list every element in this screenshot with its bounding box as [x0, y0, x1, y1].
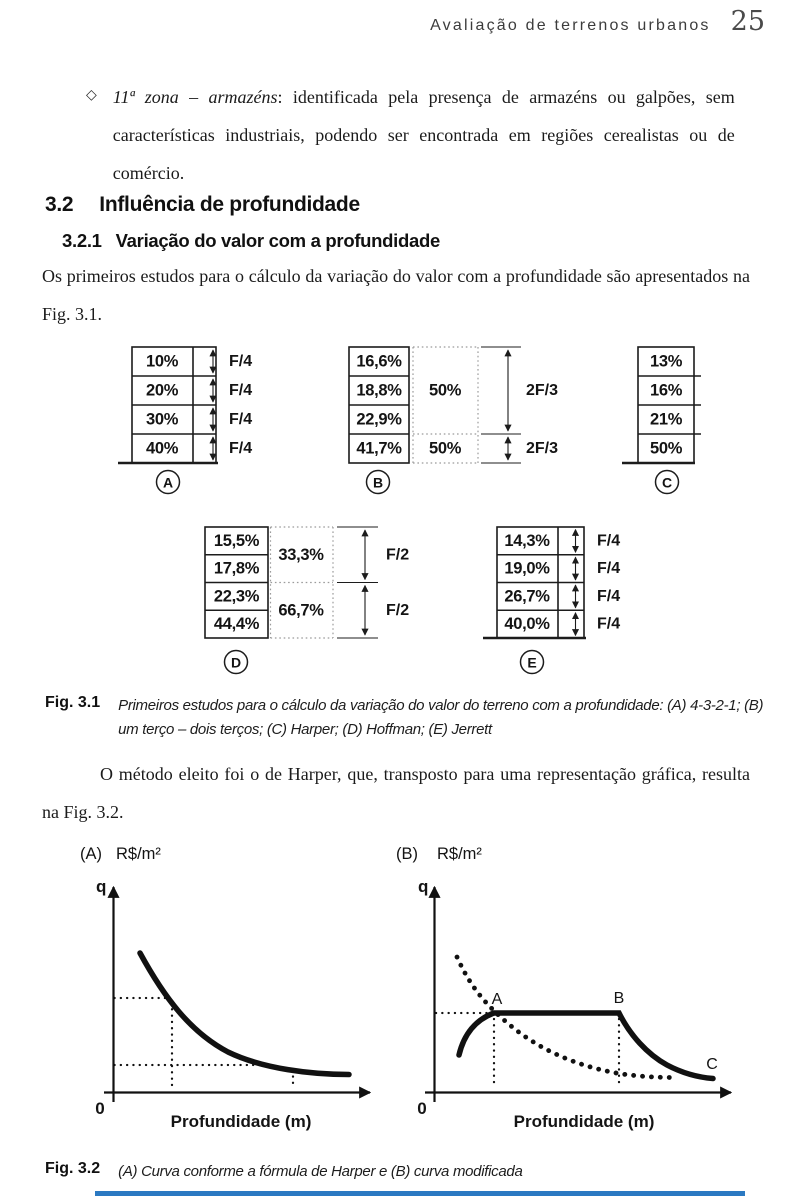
fig-3-1-caption: [45, 694, 765, 742]
graph-a-panel-label: (A): [80, 845, 102, 863]
diagram-c-row-value: 50%: [649, 439, 683, 458]
diagram-d-dim-label: F/2: [386, 546, 410, 564]
graph-b-panel-label: (B): [396, 845, 418, 863]
fig-3-1-caption-text: Primeiros estudos para o cálculo da variação do valor do terreno com a profundidade: (A) 4-3-2-1; (B) um terço – dois terços; (C) Harper; (D) Hoffman; (E) Jerrett: [118, 697, 764, 738]
fig-3-2-label: Fig. 3.2: [45, 1160, 101, 1177]
graph-b-origin-label: 0: [417, 1099, 427, 1118]
diagram-d-row-value: 17,8%: [213, 559, 260, 578]
diagram-b-row-value: 41,7%: [356, 439, 402, 458]
fig32-graph-a: [80, 845, 370, 1131]
footer-rule: [95, 1191, 745, 1196]
point-c-label: C: [706, 1056, 718, 1073]
fig31-diagram-b: [349, 347, 558, 494]
diagram-c-row-value: 13%: [649, 352, 683, 371]
fig31-diagram-a: [118, 347, 252, 494]
diagram-d-row-value: 15,5%: [213, 531, 260, 550]
diagram-b-row-value: 22,9%: [356, 410, 402, 429]
diagram-a-letter: A: [162, 474, 174, 491]
graph-b-x-axis-label: Profundidade (m): [513, 1112, 655, 1131]
fig31-diagram-c: [622, 347, 701, 494]
fig-3-2-caption: [45, 1160, 765, 1184]
diagram-d-dim-label: F/2: [386, 601, 410, 619]
diagram-c-row-value: 16%: [649, 381, 683, 400]
diagram-a-row-value: 20%: [145, 381, 179, 400]
fig-3-2-graphs: [0, 835, 791, 1135]
zone-item-body: : identificada pela presença de armazéns ou galpões, sem características industriais, podendo ser encontrada em regiões cerealistas ou de comércio.: [112, 87, 735, 183]
diagram-a-dim-label: F/4: [229, 382, 253, 399]
diagram-e-row-value: 26,7%: [504, 587, 550, 606]
diagram-d-group-label: 33,3%: [278, 545, 324, 564]
diagram-b-row-value: 16,6%: [356, 352, 402, 371]
graph-b-unit-label: R$/m²: [437, 845, 482, 863]
diamond-bullet-icon: ◇: [86, 87, 97, 103]
diagram-b-row-value: 18,8%: [356, 381, 402, 400]
harper-curve: [140, 953, 349, 1075]
section-heading: [45, 193, 360, 217]
diagram-e-dim-label: F/4: [597, 615, 621, 633]
diagram-a-row-value: 10%: [145, 352, 179, 371]
paragraph-harper: O método eleito foi o de Harper, que, transposto para uma representação gráfica, resulta na Fig. 3.2.: [42, 764, 750, 822]
diagram-d-row-value: 22,3%: [213, 587, 260, 606]
section-title: Influência de profundidade: [99, 193, 360, 216]
page-header: [430, 6, 765, 37]
section-number: 3.2: [45, 193, 74, 216]
graph-a-x-axis-label: Profundidade (m): [170, 1112, 312, 1131]
fig31-diagram-d: [205, 527, 409, 674]
diagram-d-letter: D: [230, 654, 242, 671]
zone-list-item: [86, 78, 750, 192]
point-a-label: A: [491, 991, 503, 1008]
point-b-label: B: [613, 990, 625, 1007]
diagram-a-dim-label: F/4: [229, 353, 253, 370]
page-number: 25: [730, 6, 765, 37]
diagram-d-group-label: 66,7%: [278, 601, 324, 620]
diagram-b-dim-label: 2F/3: [526, 382, 559, 399]
diagram-a-dim-label: F/4: [229, 440, 253, 457]
subsection-title: Variação do valor com a profundidade: [115, 230, 440, 251]
graph-a-origin-label: 0: [95, 1099, 105, 1118]
fig32-graph-b: [396, 845, 731, 1131]
zone-item-lead: 11ª zona – armazéns: [112, 87, 278, 107]
zone-item-text: [113, 78, 735, 192]
paragraph-intro: Os primeiros estudos para o cálculo da variação do valor com a profundidade são apresentados na Fig. 3.1.: [42, 266, 750, 324]
diagram-a-row-value: 30%: [145, 410, 179, 429]
graph-a-y-axis-label: q: [96, 877, 107, 896]
graph-b-y-axis-label: q: [418, 877, 429, 896]
fig-3-1-diagrams: [0, 335, 791, 690]
fig31-diagram-e: [483, 527, 620, 674]
diagram-a-row-value: 40%: [145, 439, 179, 458]
diagram-d-row-value: 44,4%: [213, 615, 260, 634]
graph-a-unit-label: R$/m²: [116, 845, 161, 863]
diagram-b-letter: B: [372, 474, 384, 491]
diagram-e-dim-label: F/4: [597, 587, 621, 605]
running-title: Avaliação de terrenos urbanos: [430, 17, 711, 34]
subsection-number: 3.2.1: [62, 230, 102, 251]
diagram-b-group-label: 50%: [428, 381, 462, 400]
diagram-e-row-value: 14,3%: [504, 531, 550, 550]
fig-3-1-label: Fig. 3.1: [45, 694, 101, 711]
diagram-e-letter: E: [527, 654, 537, 671]
diagram-c-row-value: 21%: [649, 410, 683, 429]
diagram-e-dim-label: F/4: [597, 532, 621, 550]
diagram-b-group-label: 50%: [428, 439, 462, 458]
modified-curve: [459, 1013, 713, 1079]
diagram-a-dim-label: F/4: [229, 411, 253, 428]
diagram-b-dim-label: 2F/3: [526, 440, 559, 457]
subsection-heading: [62, 230, 440, 252]
diagram-e-row-value: 40,0%: [504, 615, 550, 634]
diagram-c-letter: C: [661, 474, 673, 491]
fig-3-2-caption-text: (A) Curva conforme a fórmula de Harper e (B) curva modificada: [118, 1163, 523, 1180]
diagram-e-dim-label: F/4: [597, 560, 621, 578]
diagram-e-row-value: 19,0%: [504, 559, 550, 578]
